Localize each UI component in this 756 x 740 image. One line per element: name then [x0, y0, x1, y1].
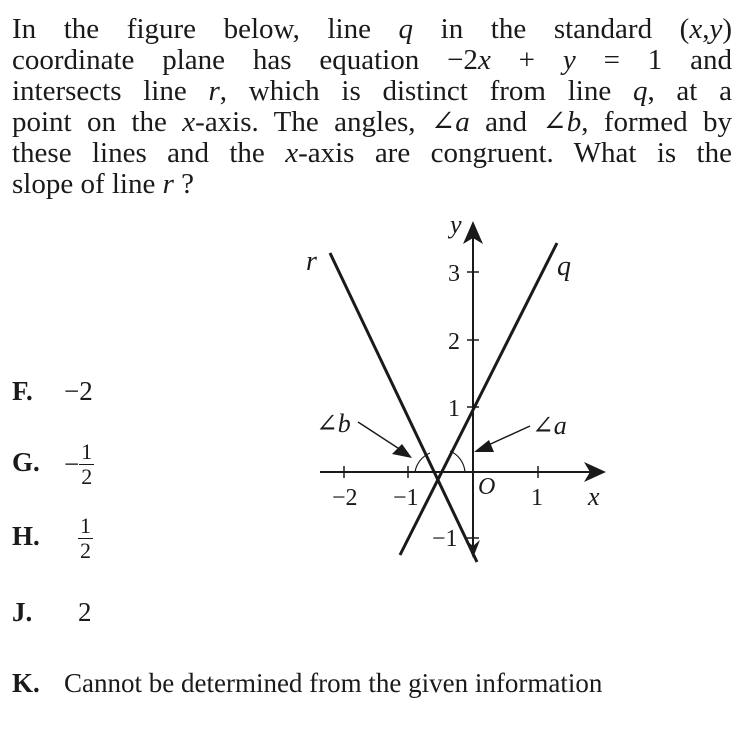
y-axis-label: y — [450, 210, 462, 239]
choice-letter: J. — [12, 597, 33, 627]
choice-letter: K. — [12, 668, 40, 698]
choice-k[interactable] — [12, 668, 602, 699]
choice-value: Cannot be determined from the given information — [64, 668, 603, 698]
choice-fraction: $\frac{1}{2}$ — [80, 513, 91, 563]
x-tick-label: −1 — [393, 485, 419, 511]
choice-fraction: $\frac{1}{2}$ — [81, 439, 93, 489]
x-axis-label: x — [588, 482, 600, 511]
y-tick-label: 3 — [448, 261, 460, 287]
choice-j[interactable] — [12, 597, 92, 628]
choice-sign: − — [64, 449, 80, 479]
choice-value: −2 — [64, 376, 93, 406]
angle-b-pointer — [358, 422, 404, 452]
question-line-4: point on the x-axis. The angles, ∠a and ∠b, formed by — [12, 106, 733, 138]
choice-letter: G. — [12, 446, 40, 477]
choice-letter: H. — [12, 520, 40, 551]
angle-a-label: ∠a — [532, 411, 567, 440]
angle-a-arrowhead — [474, 440, 494, 452]
question-line-5: these lines and the x-axis are congruent. What is the — [12, 137, 732, 169]
line-r-label: r — [306, 246, 317, 277]
angle-b-label: ∠b — [316, 409, 351, 438]
choice-value: 2 — [78, 597, 92, 627]
question-line-1: In the figure below, line q in the standard (x,y) — [12, 13, 732, 45]
x-tick-label: 1 — [531, 485, 543, 511]
x-tick-label: −2 — [332, 485, 358, 511]
angle-a-pointer — [484, 426, 530, 447]
y-tick-label: 2 — [448, 329, 460, 355]
origin-label: O — [478, 474, 496, 500]
line-q-label: q — [557, 251, 571, 282]
choice-g[interactable] — [12, 440, 94, 489]
choice-f[interactable] — [12, 376, 93, 407]
y-tick-label: 1 — [448, 396, 460, 422]
choice-letter: F. — [12, 376, 33, 406]
y-tick-label: −1 — [432, 526, 458, 552]
choice-h[interactable] — [12, 514, 93, 563]
question-line-3: intersects line r, which is distinct from line q, at a — [12, 75, 732, 107]
question-line-2: coordinate plane has equation −2x + y = 1 and — [12, 44, 732, 76]
question-line-6: slope of line r ? — [12, 168, 195, 200]
